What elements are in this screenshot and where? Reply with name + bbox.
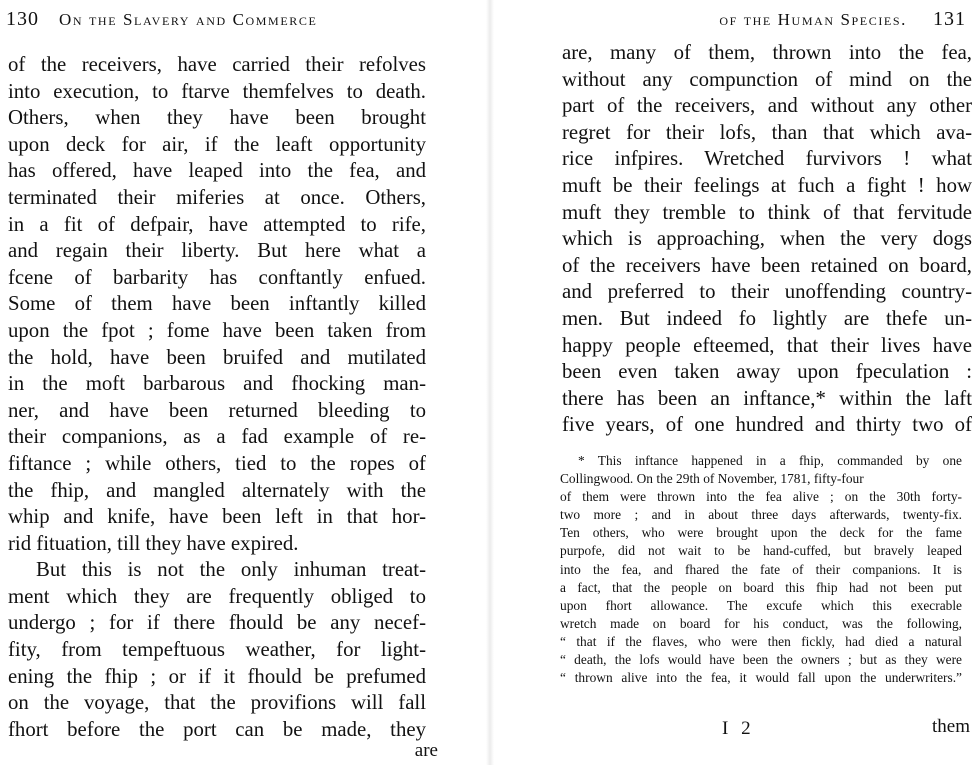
- text-line: of the receivers have been retained on board,: [562, 253, 972, 277]
- text-line: rice infpires. Wretched furvivors ! what: [562, 147, 972, 171]
- right-page: [490, 0, 980, 765]
- text-line: five years, of one hundred and thirty two of: [562, 413, 972, 437]
- text-line: on the voyage, that the provifions will fall: [8, 691, 426, 715]
- footnote-line: purpofe, did not wait to be hand-cuffed, but bravely leaped: [560, 543, 962, 559]
- text-line: ner, and have been returned bleeding to: [8, 398, 426, 422]
- footnote-line: two more ; and in about three days afterwards, twenty-fix.: [560, 507, 962, 523]
- footnote-line: Collingwood. On the 29th of November, 1781, fifty-four: [560, 471, 864, 487]
- text-line: without any compunction of mind on the: [562, 67, 972, 91]
- text-line: Others, when they have been brought: [8, 106, 426, 130]
- text-line: muft they tremble to think of that fervitude: [562, 200, 972, 224]
- right-running-title: of the Human Species.: [719, 10, 907, 29]
- text-line: fcene of barbarity has conftantly enfued.: [8, 265, 426, 289]
- footnote-line: Ten others, who were brought upon the deck for the fame: [560, 525, 962, 541]
- footnote-line: * This inftance happened in a fhip, commanded by one: [578, 453, 962, 468]
- left-running-title: On the Slavery and Commerce: [59, 10, 318, 29]
- text-line: happy people efteemed, that their lives have: [562, 333, 972, 357]
- right-body-text: [562, 40, 972, 439]
- text-line: into execution, to ftarve themfelves to death.: [8, 79, 426, 103]
- text-line: there has been an inftance,* within the laft: [562, 386, 972, 410]
- footnote-line: “ that if the flaves, who were then fickly, had died a natural: [560, 633, 962, 649]
- text-line: and preferred to their unoffending country-: [562, 280, 972, 304]
- text-line: But this is not the only inhuman treat-: [36, 558, 426, 582]
- text-line: in the moft barbarous and fhocking man-: [8, 372, 426, 396]
- signature-mark: I 2: [722, 718, 755, 739]
- text-line: upon deck for air, if the leaft opportunity: [8, 132, 426, 156]
- footnote-line: of them were thrown into the fea alive ; on the 30th forty-: [560, 489, 962, 505]
- text-line: men. But indeed fo lightly are thefe un-: [562, 306, 972, 330]
- text-line: rid fituation, till they have expired.: [8, 531, 299, 555]
- text-line: fiftance ; while others, tied to the ropes of: [8, 451, 426, 475]
- right-catchword: them: [932, 716, 970, 737]
- text-line: part of the receivers, and without any other: [562, 94, 972, 118]
- text-line: been even taken away upon fpeculation :: [562, 360, 972, 384]
- text-line: are, many of them, thrown into the fea,: [562, 41, 972, 64]
- text-line: which is approaching, when the very dogs: [562, 227, 972, 251]
- text-line: whip and knife, have been left in that hor-: [8, 505, 426, 529]
- text-line: of the receivers, have carried their refolves: [8, 53, 426, 76]
- text-line: and regain their liberty. But here what a: [8, 239, 426, 263]
- footnote-line: “ death, the lofs would have been the owners ; but as they were: [560, 652, 962, 668]
- text-line: Some of them have been inftantly killed: [8, 292, 426, 316]
- text-line: the fhip, and mangled alternately with the: [8, 478, 426, 502]
- text-line: undergo ; for if there fhould be any necef-: [8, 611, 426, 635]
- footnote: [560, 452, 962, 687]
- left-page-number: 130: [6, 8, 39, 30]
- footnote-line: wretch made on board for his conduct, was the following,: [560, 615, 962, 631]
- footnote-line: a fact, that the people on board this fhip had not been put: [560, 579, 962, 595]
- text-line: terminated their miferies at once. Others,: [8, 185, 426, 209]
- right-running-head: [719, 8, 966, 31]
- text-line: ment which they are frequently obliged to: [8, 584, 426, 608]
- text-line: upon the fpot ; fome have been taken from: [8, 318, 426, 342]
- text-line: muft be their feelings at fuch a fight ! how: [562, 173, 972, 197]
- left-catchword: are: [414, 740, 438, 761]
- text-line: regret for their lofs, than that which ava-: [562, 120, 972, 144]
- right-page-number: 131: [933, 8, 966, 30]
- footnote-line: “ thrown alive into the fea, it would fall upon the underwriters.”: [560, 670, 962, 686]
- text-line: fhort before the port can be made, they: [8, 717, 426, 741]
- text-line: has offered, have leaped into the fea, and: [8, 159, 426, 183]
- left-body-text: [8, 52, 426, 743]
- left-running-head: [6, 8, 317, 31]
- footnote-line: upon fhort allowance. The excufe which this execrable: [560, 597, 962, 613]
- footnote-line: into the fea, and fhared the fate of their companions. It is: [560, 561, 962, 577]
- text-line: in a fit of defpair, have attempted to rife,: [8, 212, 426, 236]
- text-line: their companions, as a fad example of re-: [8, 425, 426, 449]
- text-line: the hold, have been bruifed and mutilated: [8, 345, 426, 369]
- text-line: fity, from tempeftuous weather, for light-: [8, 638, 426, 662]
- text-line: ening the fhip ; or if it fhould be prefumed: [8, 664, 426, 688]
